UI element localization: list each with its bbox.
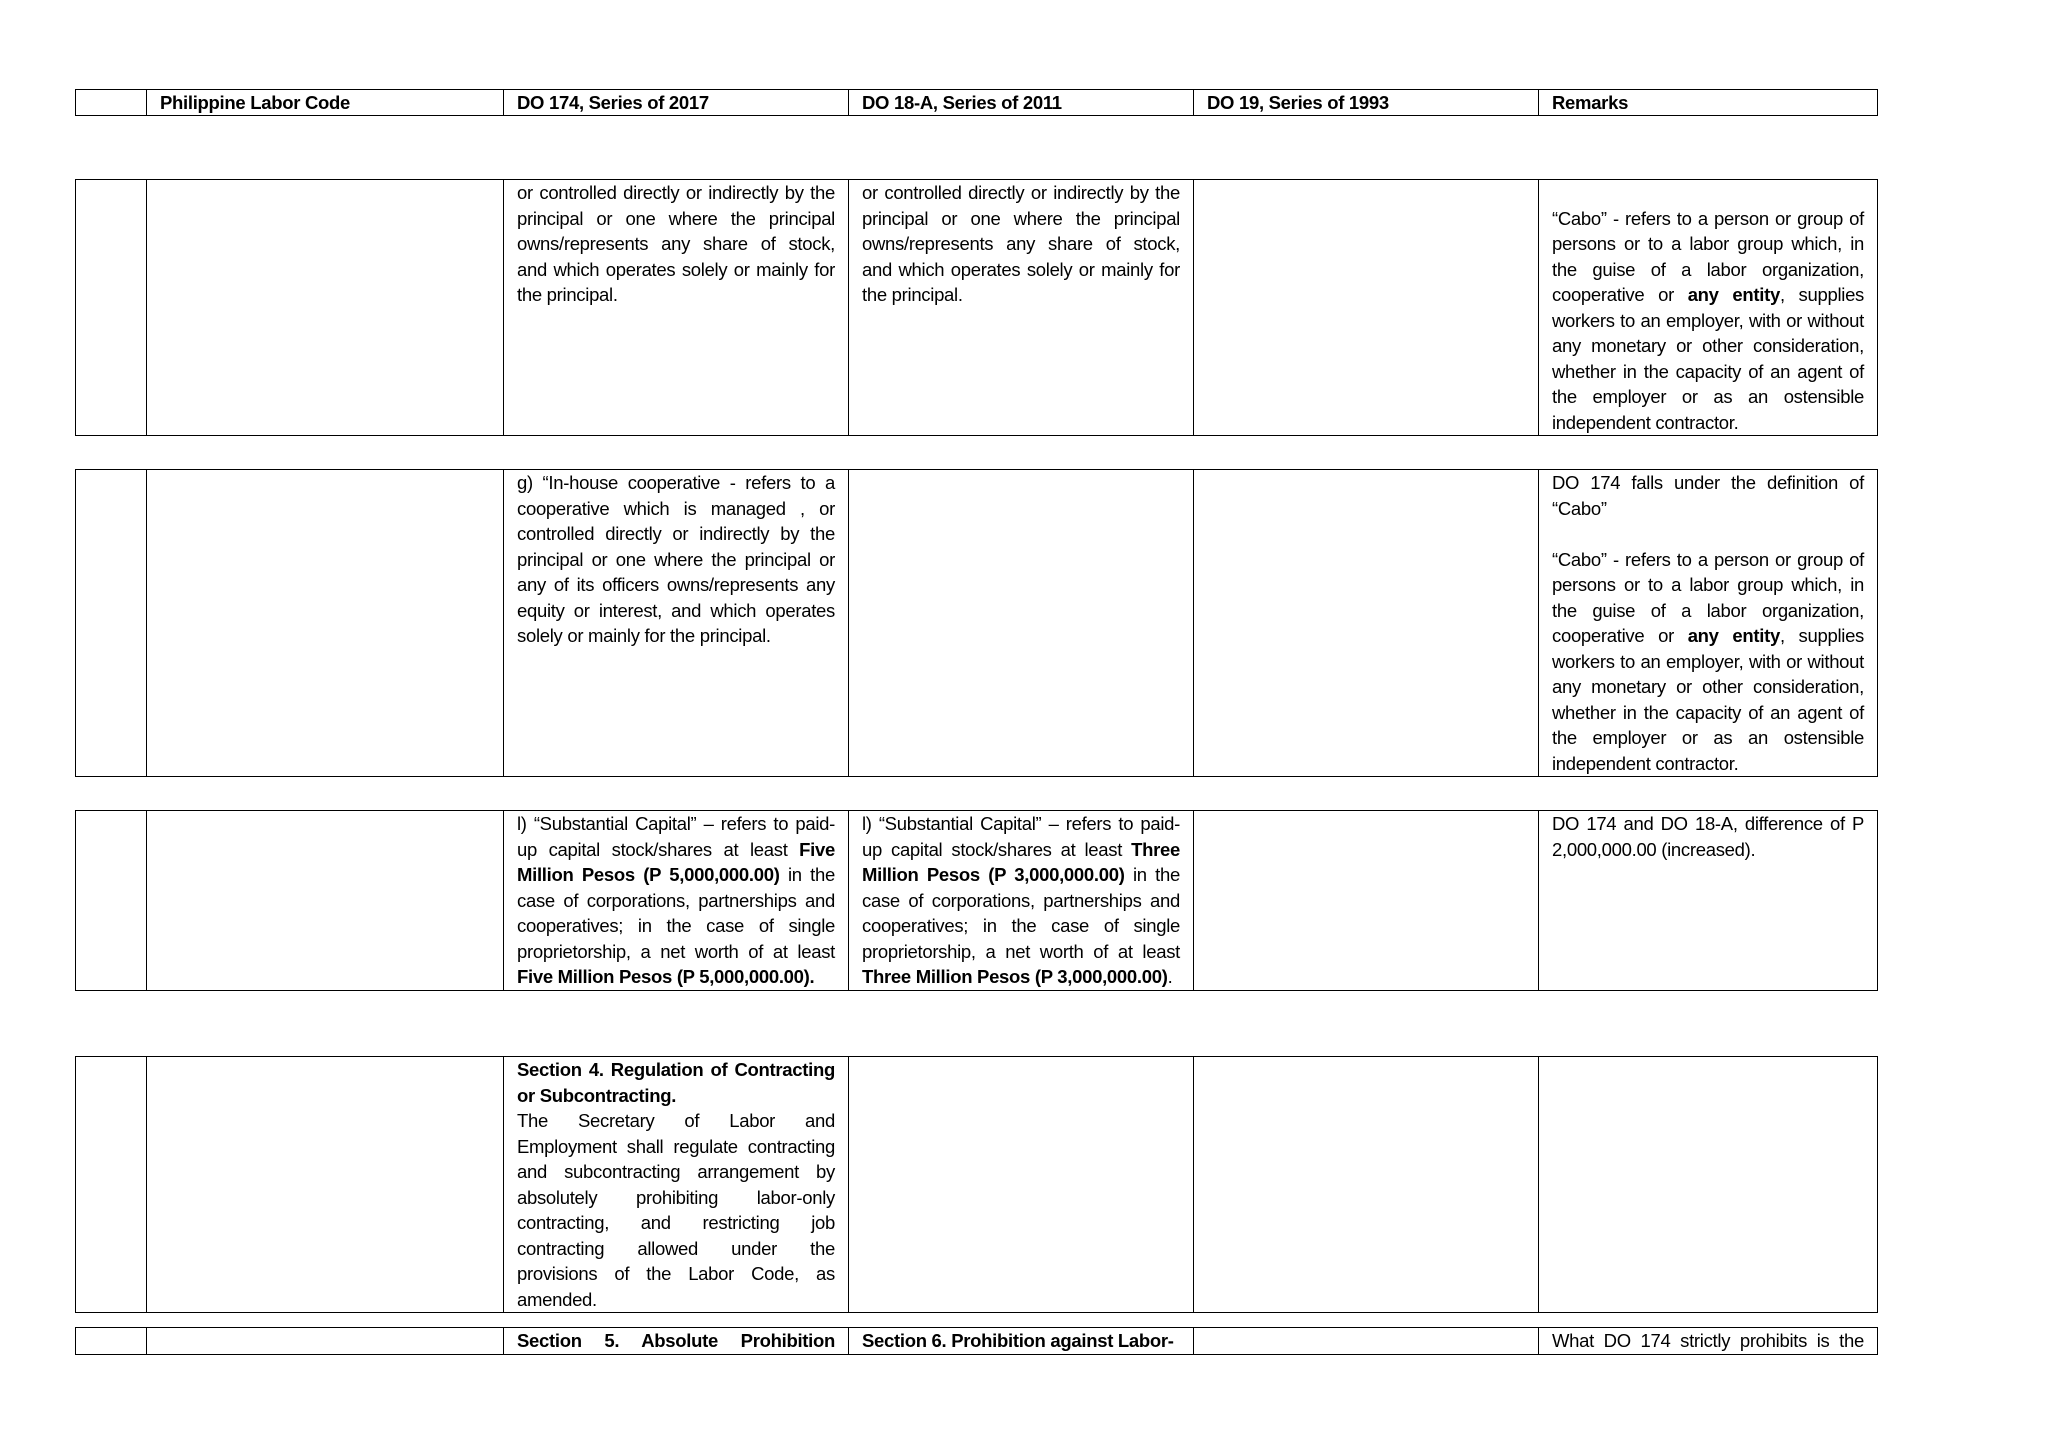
header-do19: DO 19, Series of 1993 xyxy=(1194,90,1539,116)
cabo-definition-bold: any entity xyxy=(1687,284,1780,305)
cell-do174: or controlled directly or indirectly by the principal or one where the principal owns/represents any share of stock, and which operates solely or mainly for the principal. xyxy=(504,180,849,436)
cell-number xyxy=(76,1328,147,1355)
cabo-definition-text: “Cabo” - refers to a person or group of persons or to a labor group which, in the guise of a labor organization, cooperative or xyxy=(1552,548,1864,646)
do18a-capital-text: l) “Substantial Capital” – refers to paid-up capital stock/shares at least xyxy=(862,813,1180,860)
cell-do18a: Section 6. Prohibition against Labor- xyxy=(849,1328,1194,1355)
cabo-definition-rest: , supplies workers to an employer, with or without any monetary or other consideration, whether in the capacity of an agent of the employer or as an ostensible independent contractor. xyxy=(1552,625,1865,774)
cell-do18a xyxy=(849,470,1194,777)
cell-do19 xyxy=(1194,180,1539,436)
section-4-body: The Secretary of Labor and Employment shall regulate contracting and subcontracting arrangement by absolutely prohibiting labor-only contracting, and restricting job contracting allowed under the provisions of the Labor Code, as amended. xyxy=(517,1110,835,1310)
cell-do174: g) “In-house cooperative - refers to a cooperative which is managed , or controlled directly or indirectly by the principal or one where the principal or any of its officers owns/represents any equity or interest, and which operates solely or mainly for the principal. xyxy=(504,470,849,777)
cell-do19 xyxy=(1194,1328,1539,1355)
cabo-definition-text: “Cabo” - refers to a person or group of persons or to a labor group which, in the guise of a labor organization, cooperative or xyxy=(1552,207,1864,305)
table-row-in-house-cooperative xyxy=(75,469,1878,777)
header-row xyxy=(76,90,1878,116)
do174-capital-text: l) “Substantial Capital” – refers to paid-up capital stock/shares at least xyxy=(517,813,835,860)
cell-labor-code xyxy=(147,1057,504,1313)
cell-do19 xyxy=(1194,1057,1539,1313)
cell-remarks xyxy=(1539,180,1878,436)
header-do18a: DO 18-A, Series of 2011 xyxy=(849,90,1194,116)
section-4-title: Section 4. Regulation of Contracting or Subcontracting. xyxy=(517,1059,835,1106)
cell-do18a xyxy=(849,811,1194,991)
cell-do174: Section 5. Absolute Prohibition xyxy=(504,1328,849,1355)
remarks-intro: DO 174 falls under the definition of “Cabo” xyxy=(1552,472,1864,519)
cell-labor-code xyxy=(147,811,504,991)
cell-number xyxy=(76,811,147,991)
cell-labor-code xyxy=(147,470,504,777)
cell-do18a xyxy=(849,1057,1194,1313)
cell-number xyxy=(76,1057,147,1313)
cell-number xyxy=(76,180,147,436)
cell-number xyxy=(76,470,147,777)
do174-capital-text-2: in the case of corporations, partnerships and cooperatives; in the case of single proprietorship, a net worth of at least xyxy=(517,864,836,962)
header-do174: DO 174, Series of 2017 xyxy=(504,90,849,116)
cabo-definition-rest: , supplies workers to an employer, with or without any monetary or other consideration, whether in the capacity of an agent of the employer or as an ostensible independent contractor. xyxy=(1552,284,1865,433)
cell-remarks: What DO 174 strictly prohibits is the xyxy=(1539,1328,1878,1355)
cell-do174 xyxy=(504,1057,849,1313)
header-labor-code: Philippine Labor Code xyxy=(147,90,504,116)
cell-do19 xyxy=(1194,470,1539,777)
do18a-capital-text-2: in the case of corporations, partnerships and cooperatives; in the case of single proprietorship, a net worth of at least xyxy=(862,864,1181,962)
cell-do18a: or controlled directly or indirectly by the principal or one where the principal owns/represents any share of stock, and which operates solely or mainly for the principal. xyxy=(849,180,1194,436)
do18a-capital-period: . xyxy=(1167,966,1173,987)
do174-capital-amount: Five Million Pesos (P 5,000,000.00) xyxy=(517,838,835,885)
cell-do174 xyxy=(504,811,849,991)
table-row-section-4 xyxy=(75,1056,1878,1313)
do174-capital-amount-2: Five Million Pesos (P 5,000,000.00). xyxy=(517,966,815,987)
cell-labor-code xyxy=(147,180,504,436)
do18a-capital-amount: Three Million Pesos (P 3,000,000.00) xyxy=(862,838,1180,885)
cell-remarks: DO 174 and DO 18-A, difference of P 2,000,000.00 (increased). xyxy=(1539,811,1878,991)
cell-remarks xyxy=(1539,470,1878,777)
table-row-in-house-cont xyxy=(75,179,1878,436)
header-table xyxy=(75,89,1878,116)
header-remarks: Remarks xyxy=(1539,90,1878,116)
cell-do19 xyxy=(1194,811,1539,991)
cabo-definition-bold: any entity xyxy=(1687,625,1780,646)
header-cell-number xyxy=(76,90,147,116)
table-row-section-5 xyxy=(75,1327,1878,1355)
cell-labor-code xyxy=(147,1328,504,1355)
cell-remarks xyxy=(1539,1057,1878,1313)
do18a-capital-amount-2: Three Million Pesos (P 3,000,000.00) xyxy=(862,966,1168,987)
table-row-substantial-capital xyxy=(75,810,1878,991)
